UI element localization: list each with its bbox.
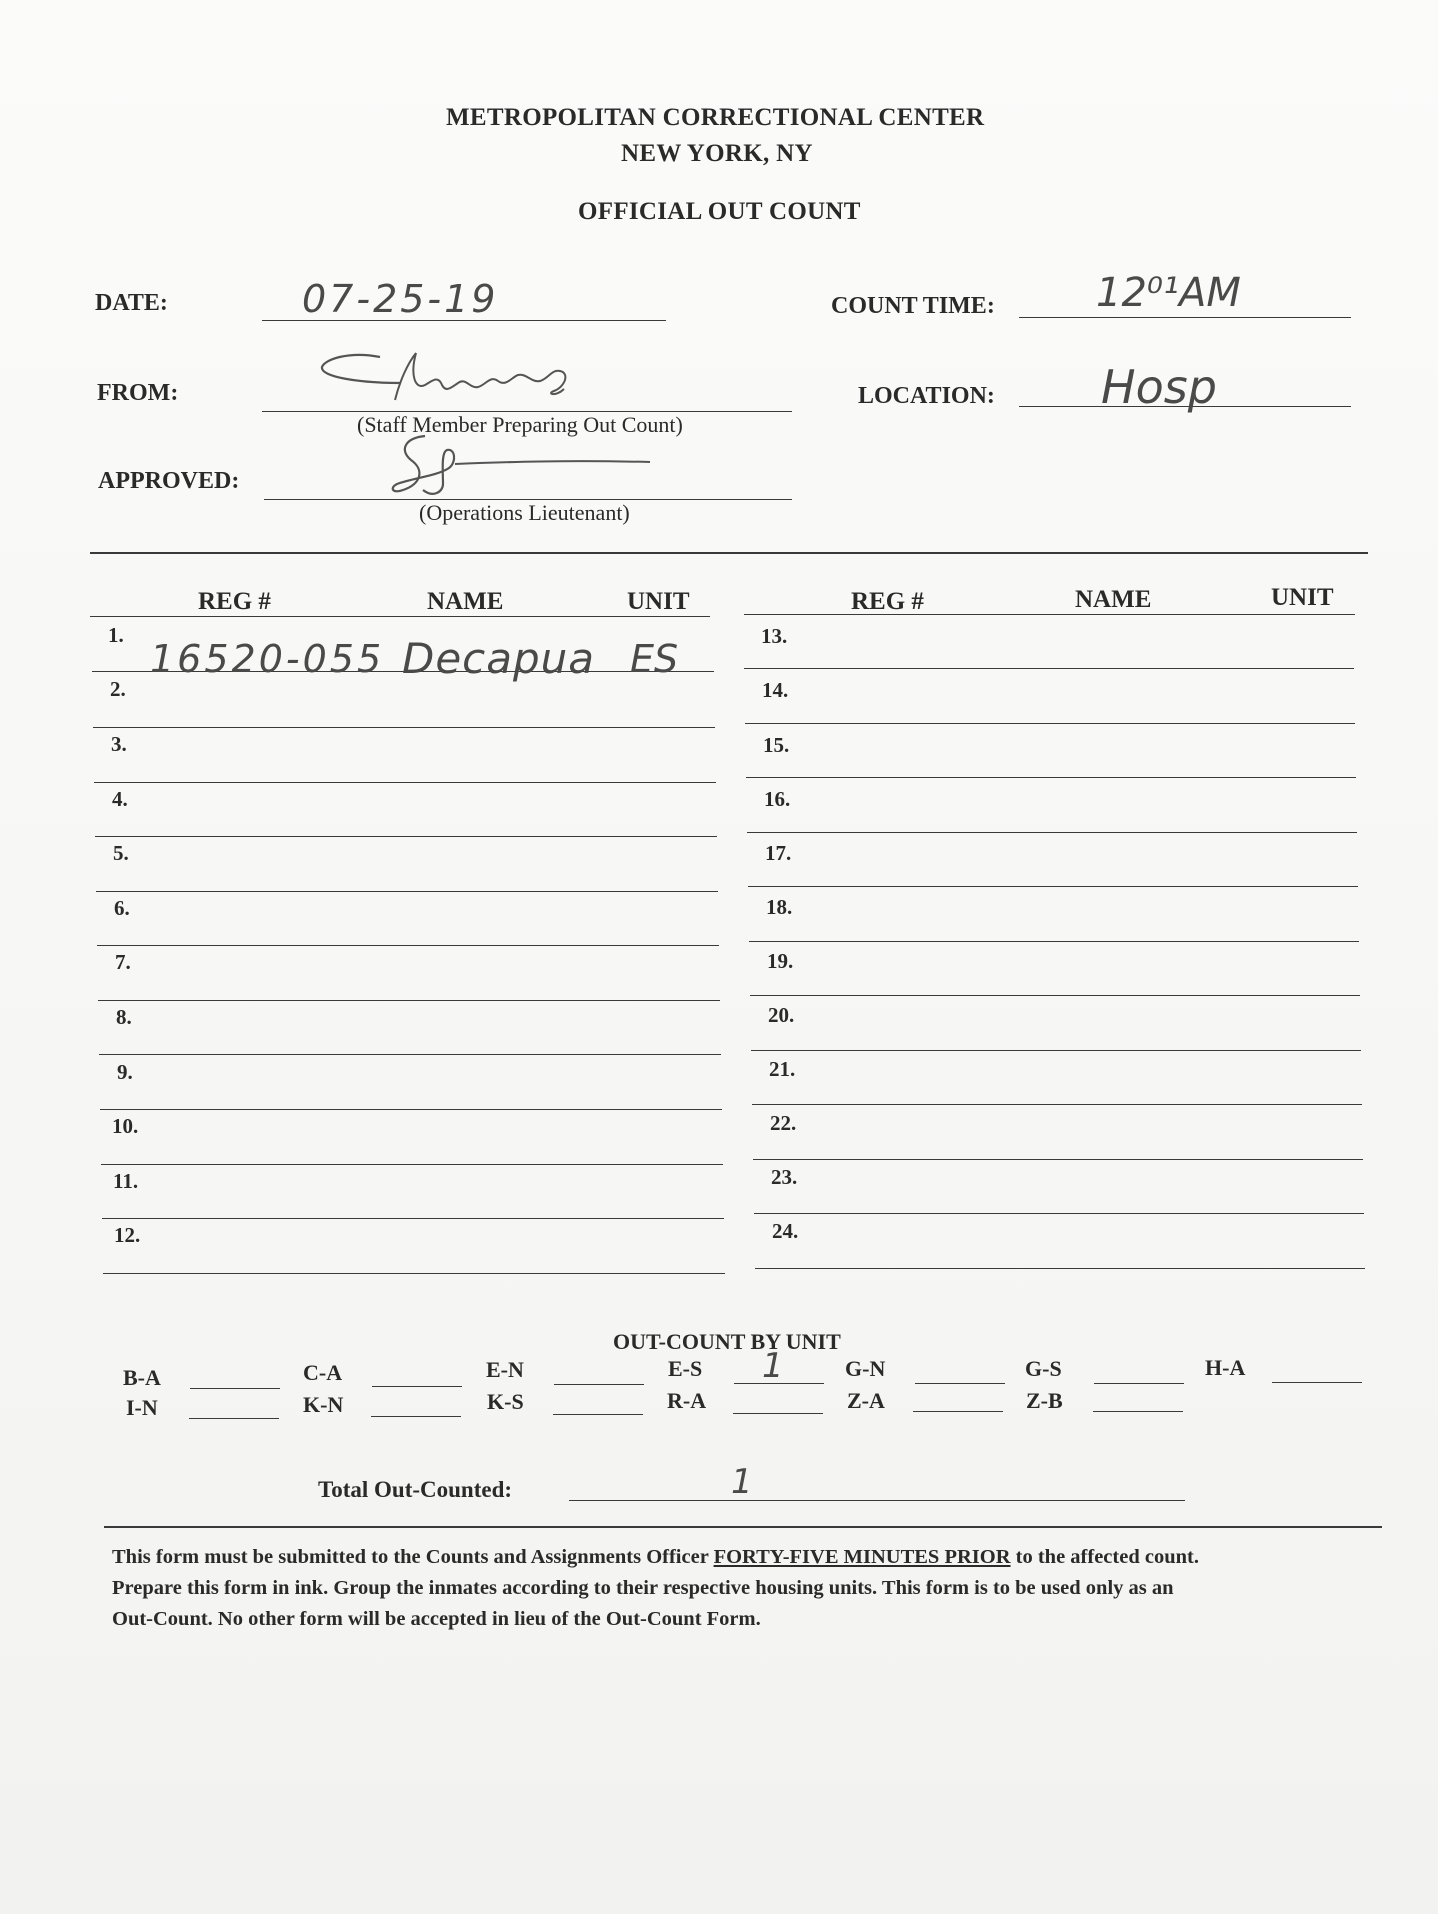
row-line bbox=[93, 727, 715, 728]
unit-label: E-S bbox=[668, 1356, 703, 1381]
row-number: 14. bbox=[762, 678, 789, 702]
row-line bbox=[102, 1218, 724, 1219]
row-number: 21. bbox=[769, 1057, 796, 1081]
count-time-line bbox=[1019, 317, 1351, 318]
row-line bbox=[747, 832, 1357, 833]
location-value[interactable]: Hosp bbox=[1101, 360, 1217, 414]
row-number: 2. bbox=[110, 677, 126, 701]
row-number: 7. bbox=[115, 950, 131, 974]
row-number: 13. bbox=[761, 624, 788, 648]
row-line bbox=[748, 886, 1358, 887]
unit-blank[interactable] bbox=[915, 1383, 1005, 1384]
unit-blank[interactable] bbox=[371, 1416, 461, 1417]
entry-1-unit[interactable]: ES bbox=[630, 637, 679, 681]
unit-label: R-A bbox=[667, 1388, 707, 1413]
row-line bbox=[95, 836, 717, 837]
notice-line-3: Out-Count. No other form will be accepted in lieu of the Out-Count Form. bbox=[112, 1608, 761, 1630]
count-time-label: COUNT TIME: bbox=[831, 293, 995, 319]
row-line bbox=[751, 1050, 1361, 1051]
row-line bbox=[749, 941, 1359, 942]
right-reg-header: REG # bbox=[851, 588, 924, 615]
left-header-line bbox=[90, 616, 710, 617]
unit-blank[interactable] bbox=[1094, 1383, 1184, 1384]
unit-label: G-S bbox=[1025, 1356, 1062, 1381]
unit-blank[interactable] bbox=[1093, 1411, 1183, 1412]
row-number: 11. bbox=[113, 1169, 139, 1193]
out-count-title: OUT-COUNT BY UNIT bbox=[613, 1329, 841, 1354]
row-line bbox=[103, 1273, 725, 1274]
from-caption: (Staff Member Preparing Out Count) bbox=[357, 412, 683, 437]
row-line bbox=[101, 1164, 723, 1165]
row-line bbox=[746, 777, 1356, 778]
unit-label: K-N bbox=[303, 1392, 344, 1417]
row-number: 22. bbox=[770, 1111, 797, 1135]
notice-emphasis: FORTY-FIVE MINUTES PRIOR bbox=[713, 1546, 1011, 1568]
unit-blank[interactable] bbox=[372, 1386, 462, 1387]
total-value[interactable]: 1 bbox=[731, 1462, 753, 1502]
row-line bbox=[99, 1054, 721, 1055]
unit-label: Z-A bbox=[847, 1388, 885, 1413]
entry-1-reg[interactable]: 16520-055 bbox=[150, 637, 385, 681]
unit-blank[interactable] bbox=[553, 1414, 643, 1415]
unit-label: E-N bbox=[486, 1357, 524, 1382]
unit-blank[interactable] bbox=[1272, 1382, 1362, 1383]
row-line bbox=[753, 1159, 1363, 1160]
unit-label: C-A bbox=[303, 1360, 343, 1385]
row-number: 17. bbox=[765, 841, 792, 865]
approved-label: APPROVED: bbox=[98, 468, 240, 494]
approved-caption: (Operations Lieutenant) bbox=[419, 500, 630, 525]
notice-line-1-post: to the affected count. bbox=[1010, 1546, 1199, 1568]
notice-line-1 bbox=[112, 1542, 1199, 1573]
location-label: LOCATION: bbox=[858, 383, 995, 409]
from-label: FROM: bbox=[97, 380, 179, 406]
row-line bbox=[94, 782, 716, 783]
unit-label: I-N bbox=[126, 1395, 158, 1420]
total-line[interactable] bbox=[569, 1500, 1185, 1501]
entry-1-name[interactable]: Decapua bbox=[402, 634, 596, 683]
count-time-value[interactable]: 12⁰¹AM bbox=[1096, 270, 1241, 316]
row-number: 12. bbox=[114, 1223, 141, 1247]
unit-blank[interactable] bbox=[733, 1413, 823, 1414]
left-name-header: NAME bbox=[427, 588, 504, 615]
row-number: 10. bbox=[112, 1114, 139, 1138]
row-number: 9. bbox=[117, 1060, 133, 1084]
row-line bbox=[97, 945, 719, 946]
date-label: DATE: bbox=[95, 290, 168, 316]
unit-es-value[interactable]: 1 bbox=[762, 1346, 784, 1386]
row-number: 18. bbox=[766, 895, 793, 919]
total-label: Total Out-Counted: bbox=[318, 1477, 513, 1502]
row-line bbox=[96, 891, 718, 892]
right-header-line bbox=[744, 614, 1355, 615]
row-line bbox=[98, 1000, 720, 1001]
row-line bbox=[750, 995, 1360, 996]
row-number: 24. bbox=[772, 1219, 799, 1243]
row-number: 4. bbox=[112, 787, 128, 811]
unit-label: B-A bbox=[123, 1365, 161, 1390]
row-number: 23. bbox=[771, 1165, 798, 1189]
lieutenant-signature bbox=[385, 428, 655, 500]
unit-blank[interactable] bbox=[190, 1388, 280, 1389]
row-number: 20. bbox=[768, 1003, 795, 1027]
unit-label: G-N bbox=[845, 1356, 886, 1381]
row-line bbox=[100, 1109, 722, 1110]
staff-signature bbox=[320, 345, 610, 415]
row-line bbox=[752, 1104, 1362, 1105]
date-value[interactable]: 07-25-19 bbox=[302, 277, 499, 321]
row-line bbox=[744, 668, 1354, 669]
section-divider-bottom bbox=[104, 1526, 1382, 1528]
institution-city: NEW YORK, NY bbox=[621, 140, 813, 167]
right-unit-header: UNIT bbox=[1271, 584, 1334, 611]
form-title: OFFICIAL OUT COUNT bbox=[578, 198, 861, 225]
institution-name: METROPOLITAN CORRECTIONAL CENTER bbox=[446, 104, 985, 131]
row-line bbox=[745, 723, 1355, 724]
unit-blank[interactable] bbox=[189, 1418, 279, 1419]
notice-line-2: Prepare this form in ink. Group the inmates according to their respective housing units. This form is to be used only as an bbox=[112, 1577, 1174, 1599]
row-number: 3. bbox=[111, 732, 127, 756]
row-number: 19. bbox=[767, 949, 794, 973]
left-reg-header: REG # bbox=[198, 588, 271, 615]
row-line bbox=[754, 1213, 1364, 1214]
row-number: 1. bbox=[108, 623, 124, 647]
unit-blank[interactable] bbox=[913, 1411, 1003, 1412]
row-line bbox=[755, 1268, 1365, 1269]
unit-label: H-A bbox=[1205, 1355, 1246, 1380]
row-number: 8. bbox=[116, 1005, 132, 1029]
row-number: 15. bbox=[763, 733, 790, 757]
left-unit-header: UNIT bbox=[627, 588, 690, 615]
section-divider-top bbox=[90, 552, 1368, 554]
unit-label: Z-B bbox=[1026, 1388, 1063, 1413]
row-number: 6. bbox=[114, 896, 130, 920]
right-name-header: NAME bbox=[1075, 586, 1152, 613]
unit-blank[interactable] bbox=[554, 1384, 644, 1385]
row-number: 16. bbox=[764, 787, 791, 811]
notice-line-1-pre: This form must be submitted to the Counts and Assignments Officer bbox=[112, 1546, 714, 1568]
row-number: 5. bbox=[113, 841, 129, 865]
unit-label: K-S bbox=[487, 1389, 524, 1414]
